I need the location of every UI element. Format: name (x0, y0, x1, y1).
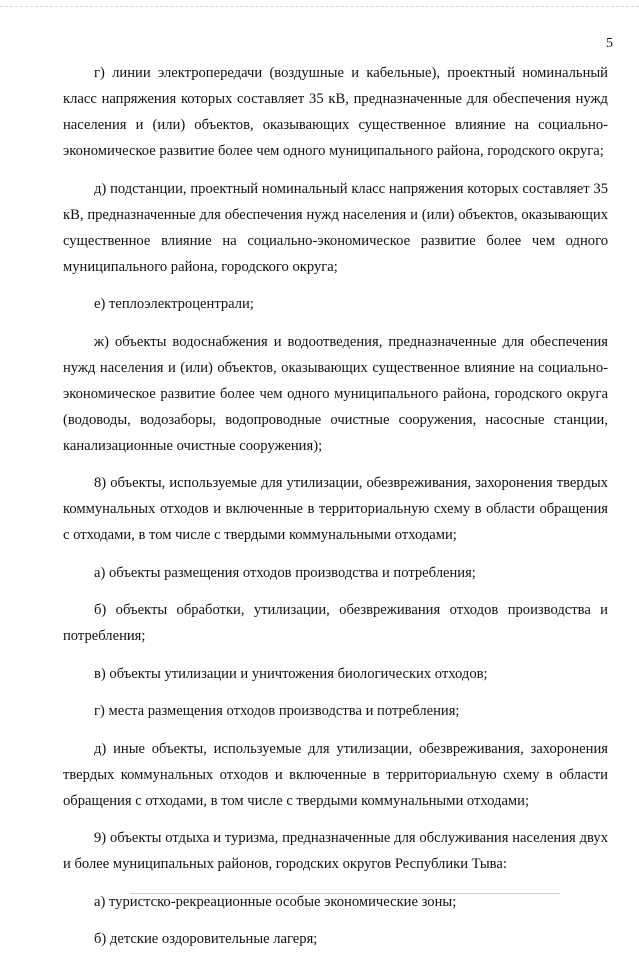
page-number: 5 (606, 36, 613, 51)
paragraph-a-waste-placement: а) объекты размещения отходов производства и потребления; (94, 564, 476, 581)
scan-edge-top (0, 0, 639, 7)
scan-edge-bottom (130, 893, 560, 894)
paragraph-e-chp-plants: е) теплоэлектроцентрали; (94, 296, 254, 312)
paragraph-a-tourist-zones: а) туристско-рекреационные особые экономические зоны; (94, 893, 457, 910)
paragraph-d-other-waste-objects: д) иные объекты, используемые для утилизации, обезвреживания, захоронения твердых коммунальных отходов и включенные в территориальную схему в области обращения с отходами, в том числе с твердыми коммунальными отходами; (63, 740, 608, 809)
paragraph-8-waste-facilities: 8) объекты, используемые для утилизации, обезвреживания, захоронения твердых коммунальных отходов и включенные в территориальную схему в области обращения с отходами, в том числе с твердыми коммунальными отходами; (63, 475, 608, 543)
document-body (63, 60, 608, 964)
paragraph-g-power-lines: г) линии электропередачи (воздушные и кабельные), проектный номинальный класс напряжения которых составляет 35 кВ, предназначенные для обеспечения нужд населения и (или) объектов, оказывающих существенное влияние на социально-экономическое развитие более чем одного муниципального района, городского округа; (63, 65, 608, 159)
paragraph-b-children-camps: б) детские оздоровительные лагеря; (94, 931, 318, 947)
paragraph-9-recreation-tourism: 9) объекты отдыха и туризма, предназначенные для обслуживания населения двух и более муниципальных районов, городских округов Республики Тыва: (63, 830, 608, 872)
paragraph-b-waste-processing: б) объекты обработки, утилизации, обезвреживания отходов производства и потребления; (63, 602, 608, 644)
paragraph-v-biological-waste: в) объекты утилизации и уничтожения биологических отходов; (94, 665, 488, 682)
paragraph-g-waste-sites: г) места размещения отходов производства и потребления; (94, 703, 460, 719)
paragraph-zh-water-supply: ж) объекты водоснабжения и водоотведения, предназначенные для обеспечения нужд населения и (или) объектов, оказывающих существенное влияние на социально-экономическое развитие более чем одного муниципального района, городского округа (водоводы, водозаборы, водопроводные очистные сооружения, насосные станции, канализационные очистные сооружения); (63, 333, 608, 454)
paragraph-d-substations: д) подстанции, проектный номинальный класс напряжения которых составляет 35 кВ, предназначенные для обеспечения нужд населения и (или) объектов, оказывающих существенное влияние на социально-экономическое развитие более чем одного муниципального района, городского округа; (63, 180, 608, 275)
